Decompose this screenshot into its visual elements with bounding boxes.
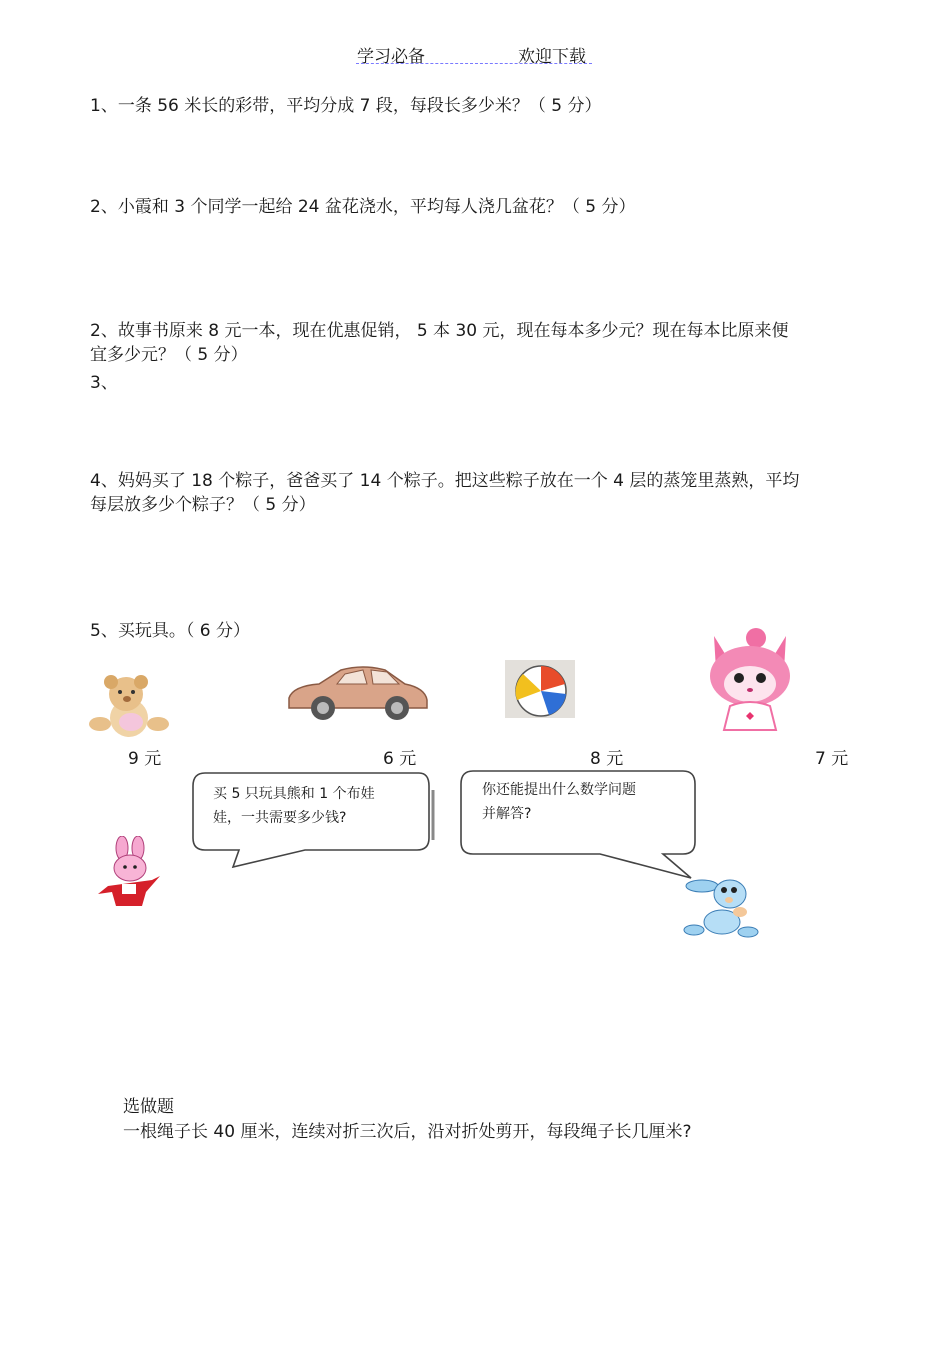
left-bubble-line2: 娃，一共需要多少钱? [213,810,347,826]
blue-bunny-image [682,872,764,942]
left-bubble-line1: 买 5 只玩具熊和 1 个布娃 [213,786,375,802]
question-5-title: 5、买玩具。（ 6 分） [90,621,250,641]
header-left: 学习必备 [357,47,425,67]
question-1: 1、一条 56 米长的彩带，平均分成 7 段，每段长多少米？（ 5 分） [90,96,602,116]
question-2: 2、小霞和 3 个同学一起给 24 盆花浇水，平均每人浇几盆花？（ 5 分） [90,197,636,217]
header-underline [356,63,592,64]
pink-rabbit-image [94,836,166,912]
question-4-line1: 4、妈妈买了 18 个粽子，爸爸买了 14 个粽子。把这些粽子放在一个 4 层的蒸笼里蒸熟，平均 [90,471,800,491]
optional-question: 一根绳子长 40 厘米，连续对折三次后，沿对折处剪开，每段绳子长几厘米? [123,1122,692,1142]
teddy-bear-image [86,672,172,738]
doll-image [700,626,800,734]
question-3-line2: 宜多少元？（ 5 分） [90,345,248,365]
right-bubble-line2: 并解答? [482,806,532,822]
question-3-label: 3、 [90,373,118,393]
question-3-line1: 2、故事书原来 8 元一本，现在优惠促销， 5 本 30 元，现在每本多少元？现在每本比原来便 [90,321,789,341]
bear-price: 9 元 [128,749,162,769]
header-right: 欢迎下载 [518,47,586,67]
ball-price: 8 元 [590,749,624,769]
question-4-line2: 每层放多少个粽子？（ 5 分） [90,495,316,515]
beach-ball-image [505,660,575,718]
doll-price: 7 元 [815,749,849,769]
toy-car-image [283,660,431,724]
optional-title: 选做题 [123,1097,174,1117]
right-bubble-line1: 你还能提出什么数学问题 [482,782,636,798]
car-price: 6 元 [383,749,417,769]
